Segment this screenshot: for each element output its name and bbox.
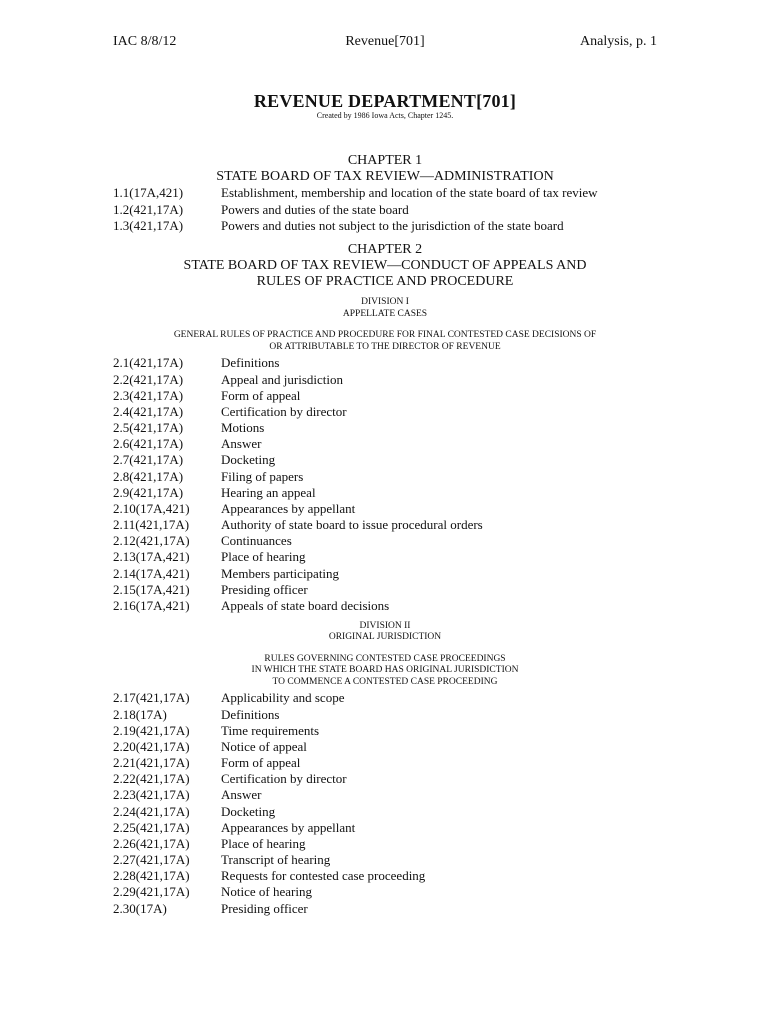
- header-left: IAC 8/8/12: [113, 34, 177, 49]
- rule-title: Notice of hearing: [221, 884, 312, 900]
- rule-title: Answer: [221, 436, 262, 452]
- rule-number: 2.14(17A,421): [113, 565, 190, 581]
- rule-title: Establishment, membership and location of the state board of tax review: [221, 185, 598, 201]
- rule-number: 2.16(17A,421): [113, 597, 190, 613]
- rule-row: [113, 836, 657, 852]
- division-1-subtitle-line-1: GENERAL RULES OF PRACTICE AND PROCEDURE FOR FINAL CONTESTED CASE DECISIONS OF: [173, 330, 597, 341]
- rule-title: Powers and duties not subject to the jurisdiction of the state board: [221, 217, 564, 233]
- rule-title: Transcript of hearing: [221, 852, 331, 868]
- rule-title: Docketing: [221, 452, 276, 468]
- rule-title: Presiding officer: [221, 900, 308, 916]
- rule-number: 2.11(421,17A): [113, 517, 190, 533]
- rule-row: [113, 436, 657, 452]
- rule-row: [113, 723, 657, 739]
- rule-number: 2.17(421,17A): [113, 690, 190, 706]
- division-1-rule-list: [113, 355, 657, 614]
- rule-row: [113, 517, 657, 533]
- division-2-subtitle-line-1: RULES GOVERNING CONTESTED CASE PROCEEDINGS: [264, 653, 506, 664]
- rule-row: [113, 707, 657, 723]
- rule-title: Members participating: [221, 565, 340, 581]
- rule-row: [113, 852, 657, 868]
- rule-number: 2.13(17A,421): [113, 549, 190, 565]
- rule-row: [113, 868, 657, 884]
- rule-row: [113, 598, 657, 614]
- chapter-1-heading: CHAPTER 1: [347, 153, 423, 168]
- rule-title: Appeals of state board decisions: [221, 597, 390, 613]
- chapter-2-title-line-1: STATE BOARD OF TAX REVIEW—CONDUCT OF APPEALS AND: [183, 258, 587, 274]
- rule-row: [113, 549, 657, 565]
- rule-number: 2.12(421,17A): [113, 533, 190, 549]
- rule-row: [113, 771, 657, 787]
- division-2-subtitle-line-2: IN WHICH THE STATE BOARD HAS ORIGINAL JURISDICTION: [251, 665, 519, 676]
- rule-number: 2.9(421,17A): [113, 484, 184, 500]
- rule-title: Appeal and jurisdiction: [221, 371, 344, 387]
- rule-row: [113, 501, 657, 517]
- chapter-2-title-line-2: RULES OF PRACTICE AND PROCEDURE: [256, 274, 514, 290]
- rule-title: Definitions: [221, 706, 280, 722]
- rule-number: 2.21(421,17A): [113, 755, 190, 771]
- analysis-body: [113, 153, 657, 917]
- chapter-1-title: STATE BOARD OF TAX REVIEW—ADMINISTRATION: [216, 169, 554, 185]
- rule-number: 2.22(421,17A): [113, 771, 190, 787]
- rule-row: [113, 582, 657, 598]
- rule-number: 2.18(17A): [113, 706, 167, 722]
- rule-title: Answer: [221, 787, 262, 803]
- rule-row: [113, 884, 657, 900]
- rule-number: 1.2(421,17A): [113, 201, 184, 217]
- rule-title: Docketing: [221, 803, 276, 819]
- rule-number: 2.26(421,17A): [113, 835, 190, 851]
- rule-row: [113, 787, 657, 803]
- rule-number: 2.1(421,17A): [113, 355, 184, 371]
- rule-title: Requests for contested case proceeding: [221, 868, 426, 884]
- rule-title: Applicability and scope: [221, 690, 345, 706]
- rule-title: Appearances by appellant: [221, 500, 356, 516]
- rule-number: 2.3(421,17A): [113, 387, 184, 403]
- rule-row: [113, 690, 657, 706]
- rule-row: [113, 202, 657, 218]
- rule-row: [113, 804, 657, 820]
- rule-number: 2.24(421,17A): [113, 803, 190, 819]
- rule-number: 2.19(421,17A): [113, 722, 190, 738]
- rule-row: [113, 533, 657, 549]
- rule-title: Hearing an appeal: [221, 484, 316, 500]
- rule-title: Place of hearing: [221, 835, 306, 851]
- rule-title: Definitions: [221, 355, 280, 371]
- rule-number: 2.10(17A,421): [113, 500, 190, 516]
- rule-row: [113, 566, 657, 582]
- rule-row: [113, 404, 657, 420]
- rule-title: Filing of papers: [221, 468, 304, 484]
- division-1-heading: DIVISION I: [361, 297, 409, 308]
- chapter-2-heading: CHAPTER 2: [347, 241, 423, 257]
- rule-title: Time requirements: [221, 722, 320, 738]
- rule-row: [113, 372, 657, 388]
- department-created-note: Created by 1986 Iowa Acts, Chapter 1245.: [316, 111, 454, 120]
- rule-number: 2.4(421,17A): [113, 403, 184, 419]
- rule-row: [113, 218, 657, 234]
- rule-number: 2.15(17A,421): [113, 581, 190, 597]
- rule-title: Certification by director: [221, 771, 347, 787]
- rule-number: 1.3(421,17A): [113, 217, 184, 233]
- rule-row: [113, 755, 657, 771]
- rule-number: 2.20(421,17A): [113, 738, 190, 754]
- rule-number: 2.8(421,17A): [113, 468, 184, 484]
- division-2-title: ORIGINAL JURISDICTION: [328, 632, 442, 643]
- header-right: Analysis, p. 1: [580, 34, 657, 49]
- rule-number: 2.23(421,17A): [113, 787, 190, 803]
- rule-number: 2.6(421,17A): [113, 436, 184, 452]
- rule-number: 2.2(421,17A): [113, 371, 184, 387]
- rule-row: [113, 739, 657, 755]
- rule-number: 2.27(421,17A): [113, 852, 190, 868]
- rule-number: 2.25(421,17A): [113, 819, 190, 835]
- rule-title: Form of appeal: [221, 387, 301, 403]
- rule-title: Appearances by appellant: [221, 819, 356, 835]
- rule-title: Notice of appeal: [221, 738, 307, 754]
- rule-title: Place of hearing: [221, 549, 306, 565]
- header-center: Revenue[701]: [345, 34, 425, 49]
- rule-row: [113, 469, 657, 485]
- chapter-1-rule-list: [113, 185, 657, 233]
- rule-row: [113, 901, 657, 917]
- rule-row: [113, 185, 657, 201]
- rule-number: 1.1(17A,421): [113, 185, 184, 201]
- rule-number: 2.5(421,17A): [113, 420, 184, 436]
- rule-number: 2.28(421,17A): [113, 868, 190, 884]
- rule-title: Certification by director: [221, 403, 347, 419]
- rule-title: Motions: [221, 420, 265, 436]
- division-1-subtitle-line-2: OR ATTRIBUTABLE TO THE DIRECTOR OF REVENUE: [269, 341, 501, 352]
- rule-title: Authority of state board to issue procedural orders: [221, 517, 483, 533]
- rule-number: 2.30(17A): [113, 900, 167, 916]
- division-2-subtitle-line-3: TO COMMENCE A CONTESTED CASE PROCEEDING: [272, 676, 498, 687]
- rule-row: [113, 485, 657, 501]
- rule-row: [113, 820, 657, 836]
- division-2-rule-list: [113, 690, 657, 916]
- division-1-title: APPELLATE CASES: [342, 308, 428, 319]
- rule-number: 2.29(421,17A): [113, 884, 190, 900]
- rule-row: [113, 388, 657, 404]
- rule-row: [113, 355, 657, 371]
- rule-title: Powers and duties of the state board: [221, 201, 409, 217]
- rule-title: Presiding officer: [221, 581, 308, 597]
- division-2-heading: DIVISION II: [359, 620, 411, 631]
- rule-row: [113, 420, 657, 436]
- rule-title: Form of appeal: [221, 755, 301, 771]
- rule-number: 2.7(421,17A): [113, 452, 184, 468]
- rule-title: Continuances: [221, 533, 292, 549]
- rule-row: [113, 452, 657, 468]
- department-title: REVENUE DEPARTMENT[701]: [253, 91, 517, 111]
